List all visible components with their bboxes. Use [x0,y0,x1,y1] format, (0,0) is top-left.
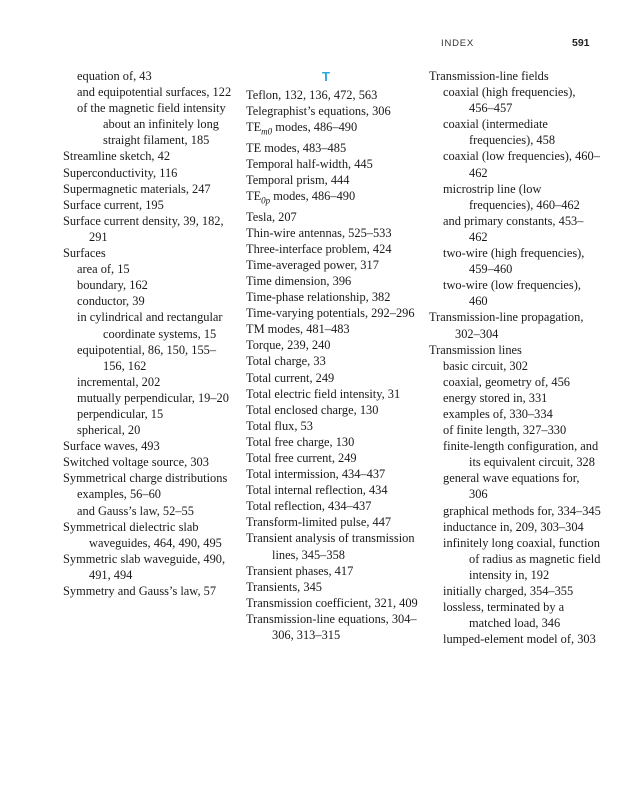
index-subentry: lossless, terminated by a matched load, 346 [443,600,565,631]
index-entry: Symmetrical dielectric slab waveguides, 464, 490, 495 [63,519,222,550]
entry-text: TE [246,189,262,204]
index-subentry: finite-length configuration, and its equivalent circuit, 328 [443,439,599,470]
index-entry: Superconductivity, 116 [63,165,178,180]
index-entry: Three-interface problem, 424 [246,241,392,256]
index-entry: Transmission coefficient, 321, 409 [246,595,418,610]
index-entry: Transmission-line propagation, 302–304 [429,310,584,341]
index-subentry: basic circuit, 302 [443,358,528,373]
index-subentry: area of, 15 [77,262,130,277]
index-entry: Surfaces [63,246,106,261]
entry-subscript: 0p [261,195,271,206]
index-subentry: initially charged, 354–355 [443,584,574,598]
index-subentry: and Gauss’s law, 52–55 [77,503,194,518]
index-entry [246,188,418,209]
index-entry: Streamline sketch, 42 [63,149,171,164]
index-entry: Total intermission, 434–437 [246,467,386,482]
index-subentry: incremental, 202 [77,374,161,389]
index-entry: Telegraphist’s equations, 306 [246,104,391,119]
index-entry: Transient phases, 417 [246,563,354,578]
index-entry: Total charge, 33 [246,354,326,369]
index-subentry: spherical, 20 [77,423,141,438]
index-entry: Torque, 239, 240 [246,338,331,353]
index-column-1 [63,68,233,599]
index-subentry: graphical methods for, 334–345 [443,503,601,518]
index-subentry: mutually perpendicular, 19–20 [77,390,229,405]
index-column-2 [246,68,418,643]
index-entry: Transmission lines [429,342,522,357]
index-subentry: equipotential, 86, 150, 155–156, 162 [77,342,217,373]
index-subentry: inductance in, 209, 303–304 [443,519,584,534]
index-entry: Switched voltage source, 303 [63,455,209,470]
index-entry: Symmetry and Gauss’s law, 57 [63,584,217,598]
index-subentry: coaxial, geometry of, 456 [443,374,570,389]
index-subentry: examples of, 330–334 [443,406,553,421]
index-entry: Symmetric slab waveguide, 490, 491, 494 [63,551,226,582]
running-header-label: INDEX [441,38,475,49]
index-subentry: two-wire (low frequencies), 460 [443,278,581,309]
index-entry: Total internal reflection, 434 [246,483,388,498]
index-entry: Supermagnetic materials, 247 [63,181,211,196]
index-entry: Thin-wire antennas, 525–533 [246,225,392,240]
index-subentry: perpendicular, 15 [77,406,164,421]
index-entry: Transmission-line equations, 304–306, 313–315 [246,611,417,643]
index-entry: Total enclosed charge, 130 [246,402,379,417]
index-subentry: of finite length, 327–330 [443,423,567,438]
index-subentry: infinitely long coaxial, function of radius as magnetic field intensity in, 192 [443,535,601,582]
index-entry: Time-phase relationship, 382 [246,290,391,305]
index-entry: Teflon, 132, 136, 472, 563 [246,88,378,102]
index-entry: Transients, 345 [246,579,322,594]
index-subentry: and primary constants, 453–462 [443,213,584,244]
index-subentry: coaxial (intermediate frequencies), 458 [443,117,556,148]
index-entry: Transform-limited pulse, 447 [246,515,392,530]
index-subentry: coaxial (low frequencies), 460–462 [443,149,600,180]
entry-text-after: modes, 486–490 [272,120,358,135]
index-entry: Temporal prism, 444 [246,172,350,187]
index-column-2-entries [246,87,418,643]
entry-text-after: modes, 486–490 [270,189,356,204]
index-entry: Total electric field intensity, 31 [246,386,401,401]
index-subentry: energy stored in, 331 [443,390,548,405]
index-subentry: lumped-element model of, 303 [443,632,596,647]
entry-subscript: m0 [261,126,273,137]
index-entry [246,119,418,140]
index-entry: Total reflection, 434–437 [246,499,372,514]
index-entry: Symmetrical charge distributions [63,471,228,486]
index-entry: Transmission-line fields [429,69,549,83]
index-subentry: equation of, 43 [77,69,152,83]
page-number: 591 [572,37,590,49]
index-subentry: two-wire (high frequencies), 459–460 [443,246,585,277]
index-subentry: of the magnetic field intensity about an infinitely long straight filament, 185 [77,101,226,148]
index-subentry: coaxial (high frequencies), 456–457 [443,85,576,116]
index-entry: Total free current, 249 [246,451,357,465]
index-subentry: microstrip line (low frequencies), 460–462 [443,181,580,212]
index-entry: Time-averaged power, 317 [246,257,379,272]
index-column-3 [429,68,601,647]
index-entry: Total current, 249 [246,370,335,385]
index-entry: TE modes, 483–485 [246,140,347,155]
index-subentry: general wave equations for, 306 [443,471,580,502]
index-entry: TM modes, 481–483 [246,322,350,337]
index-entry: Total flux, 53 [246,418,313,433]
index-entry: Surface current, 195 [63,197,164,212]
section-letter-heading: T [322,69,330,84]
index-entry: Surface current density, 39, 182, 291 [63,213,224,244]
index-entry: Time-varying potentials, 292–296 [246,306,415,321]
index-entry: Tesla, 207 [246,209,297,224]
index-entry: Temporal half-width, 445 [246,156,373,171]
index-subentry: boundary, 162 [77,278,148,293]
index-subentry: examples, 56–60 [77,487,161,502]
index-entry: Total free charge, 130 [246,434,355,449]
index-entry: Transient analysis of transmission lines, 345–358 [246,531,415,562]
entry-text: TE [246,120,262,135]
index-subentry: in cylindrical and rectangular coordinate systems, 15 [77,310,223,341]
index-subentry: conductor, 39 [77,294,145,309]
index-subentry: and equipotential surfaces, 122 [77,85,232,100]
index-entry: Surface waves, 493 [63,439,160,454]
index-entry: Time dimension, 396 [246,273,352,288]
